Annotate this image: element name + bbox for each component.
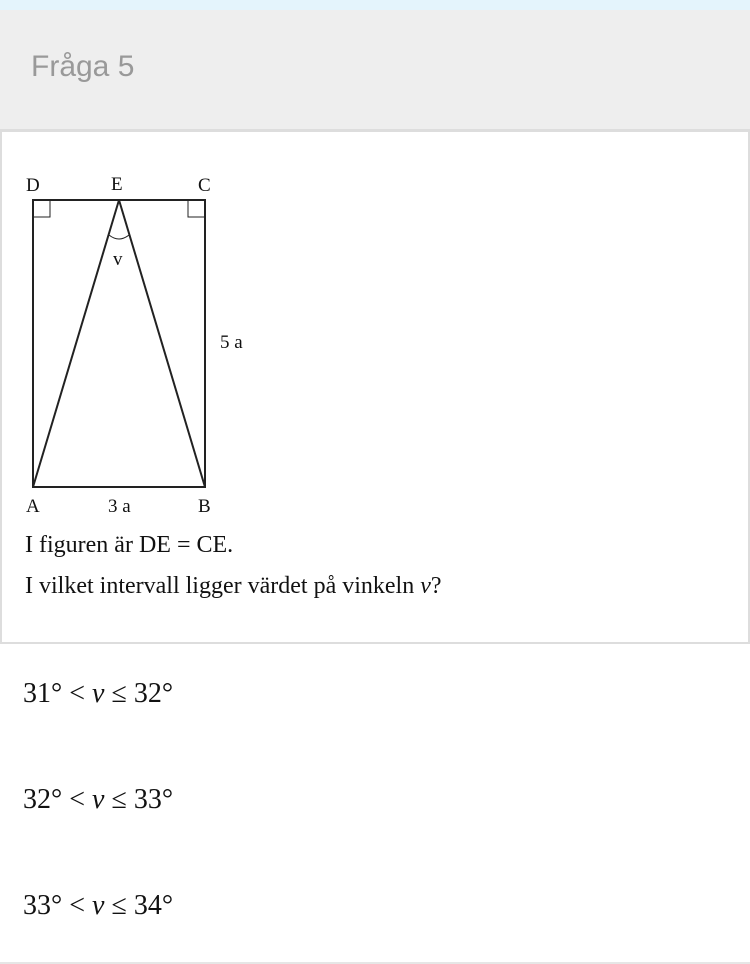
question-line-2 — [25, 573, 442, 600]
angle-arc-v — [109, 235, 129, 239]
answer-option-1-lower: 31° — [23, 678, 63, 709]
answer-option-2-variable: v — [92, 784, 105, 815]
question-line-2-suffix: ? — [430, 573, 442, 599]
question-line-2-variable: v — [420, 573, 431, 599]
rectangle-abcd — [33, 200, 205, 487]
answer-option-3[interactable] — [0, 856, 750, 964]
question-card — [0, 130, 750, 644]
answer-option-1-variable: v — [92, 678, 105, 709]
right-angle-mark-d — [33, 200, 50, 217]
answer-option-1-upper: 32° — [133, 678, 174, 709]
vertex-label-a: A — [26, 496, 40, 517]
question-line-1-math: DE = CE — [138, 532, 228, 558]
answer-option-1-text: 31° < v ≤ 32° — [23, 678, 174, 709]
question-line-1-prefix: I figuren är — [25, 532, 139, 558]
question-header — [0, 10, 750, 130]
right-angle-mark-c — [188, 200, 205, 217]
vertex-label-d: D — [26, 175, 40, 196]
answer-option-3-text: 33° < v ≤ 34° — [23, 890, 174, 921]
vertex-label-b: B — [198, 496, 211, 517]
question-line-1-suffix: . — [227, 532, 234, 558]
page-title: Fråga 5 — [31, 50, 135, 83]
segment-be — [119, 200, 205, 487]
segment-ae — [33, 200, 119, 487]
angle-label-v: v — [113, 249, 123, 270]
question-line-1 — [25, 532, 233, 559]
top-accent-strip — [0, 0, 750, 10]
vertex-label-c: C — [198, 175, 211, 196]
vertex-label-e: E — [111, 174, 123, 195]
answer-option-2[interactable] — [0, 750, 750, 856]
answer-options — [0, 644, 750, 964]
answer-option-2-upper: 33° — [133, 784, 174, 815]
side-label-3a: 3 a — [108, 496, 131, 517]
answer-option-3-upper: 34° — [133, 890, 174, 921]
geometry-figure — [2, 132, 302, 522]
answer-option-3-variable: v — [92, 890, 105, 921]
answer-option-2-lower: 32° — [23, 784, 63, 815]
answer-option-2-text: 32° < v ≤ 33° — [23, 784, 174, 815]
answer-option-3-lower: 33° — [23, 890, 63, 921]
side-label-5a: 5 a — [220, 332, 243, 353]
question-line-2-prefix: I vilket intervall ligger värdet på vinkeln — [25, 573, 421, 599]
answer-option-1[interactable] — [0, 644, 750, 750]
